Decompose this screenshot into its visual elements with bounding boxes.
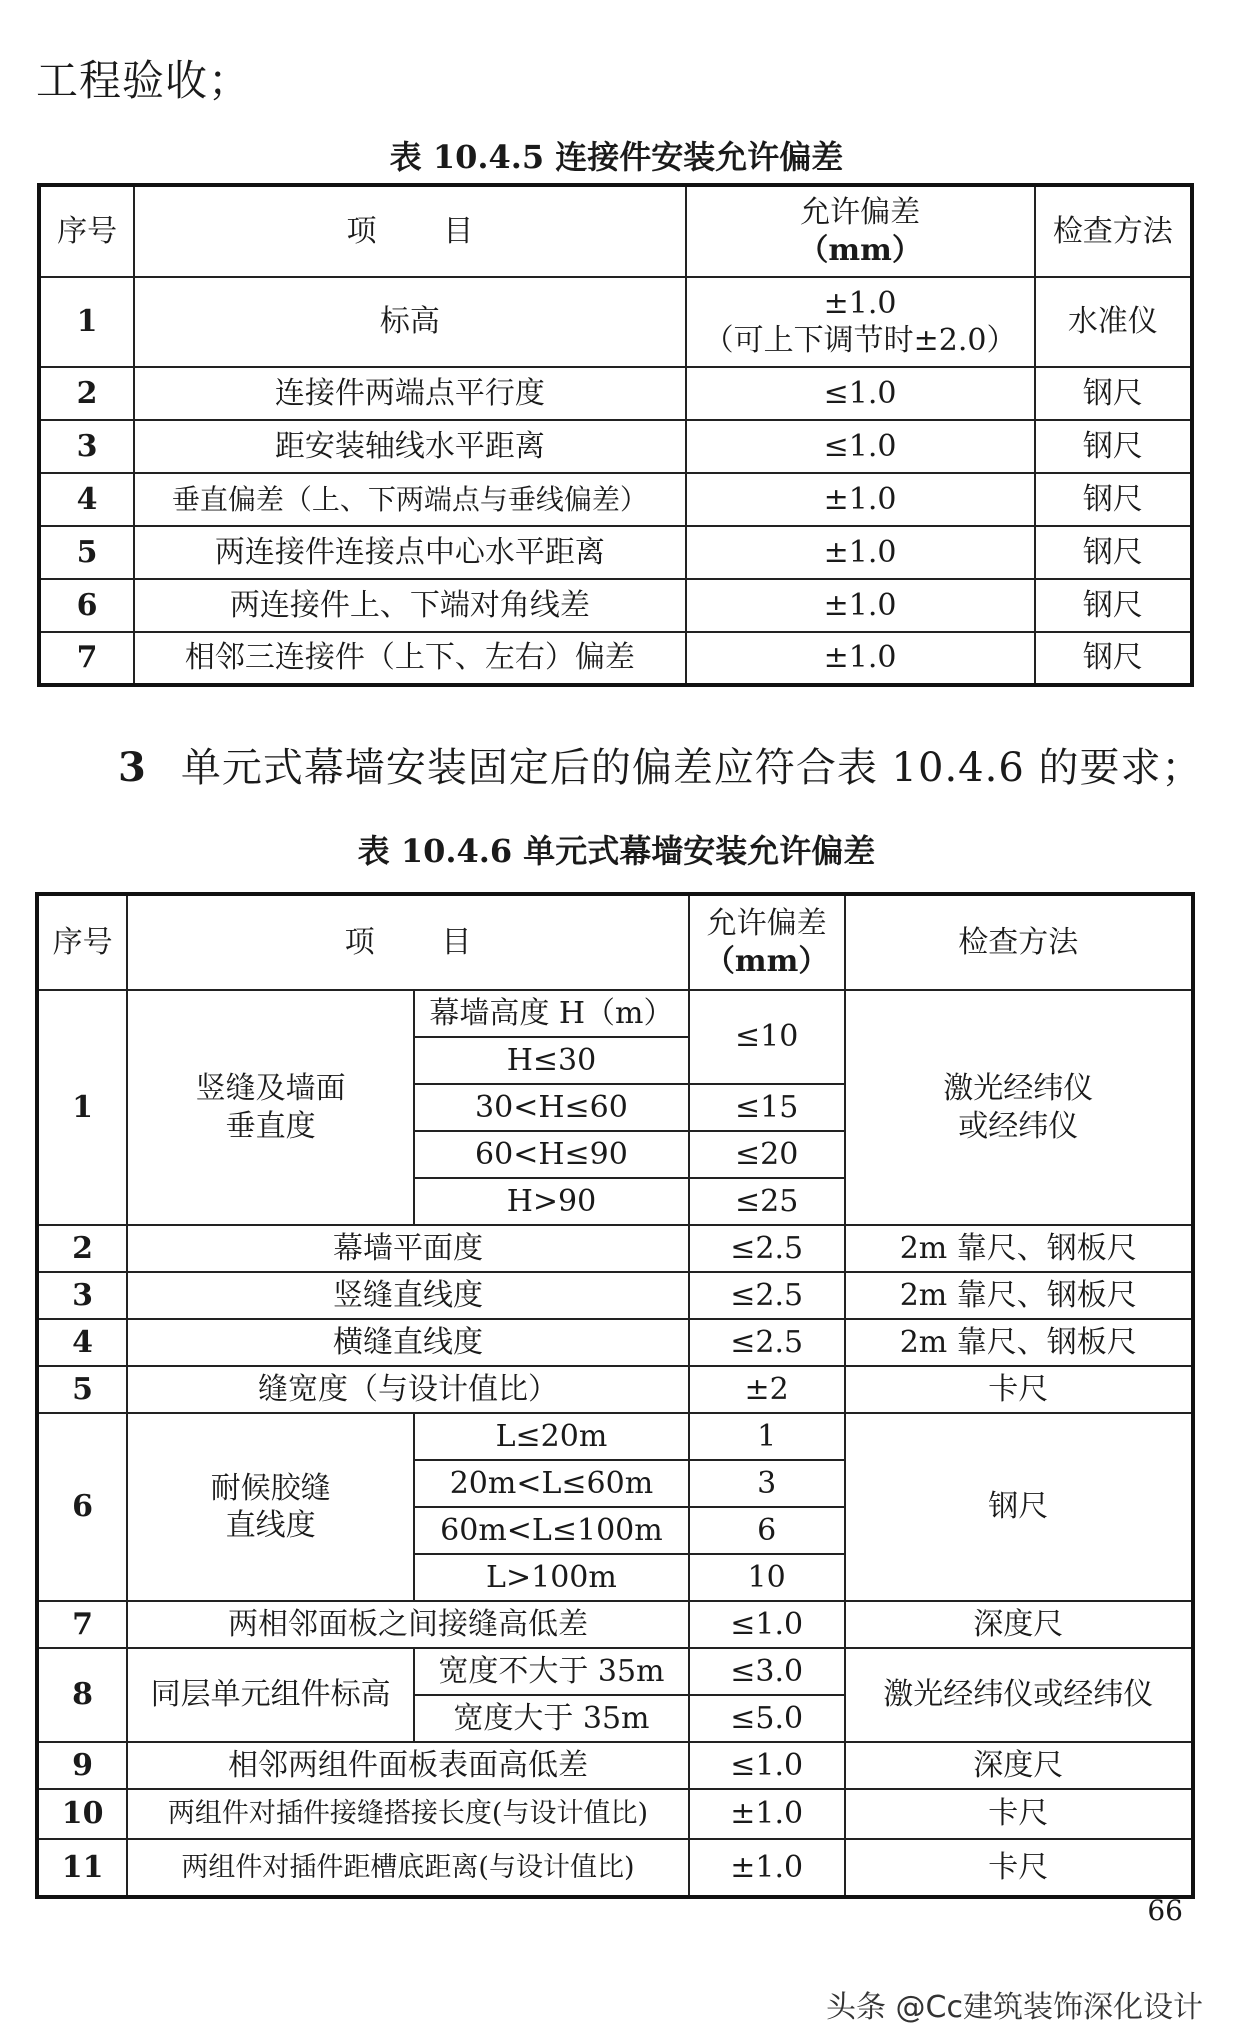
row-method: 2m 靠尺、钢板尺 xyxy=(845,1225,1193,1272)
row-no: 2 xyxy=(39,367,134,420)
row-item: 相邻三连接件（上下、左右）偏差 xyxy=(134,632,685,685)
row-item: 耐候胶缝 直线度 xyxy=(127,1413,414,1601)
table1-title: 表 10.4.5 连接件安装允许偏差 xyxy=(389,138,844,176)
row-tolerance: ≤1.0 xyxy=(689,1601,845,1648)
row-subitem: L≤20m xyxy=(414,1413,689,1460)
row-method: 钢尺 xyxy=(1035,526,1192,579)
row-subitem: 60<H≤90 xyxy=(414,1131,689,1178)
row-method: 钢尺 xyxy=(1035,632,1192,685)
row-method: 卡尺 xyxy=(845,1789,1193,1839)
row-item: 竖缝及墙面 垂直度 xyxy=(127,990,414,1225)
header-tolerance: 允许偏差 （mm） xyxy=(686,185,1035,277)
row-subitem: L>100m xyxy=(414,1554,689,1601)
row-subitem: 幕墙高度 H（m） xyxy=(414,990,689,1037)
row-item: 两组件对插件距槽底距离(与设计值比) xyxy=(127,1839,689,1897)
table-row xyxy=(37,990,1193,1037)
row-method: 钢尺 xyxy=(1035,579,1192,632)
row-no: 3 xyxy=(39,420,134,473)
row-subitem: 60m<L≤100m xyxy=(414,1507,689,1554)
table-row xyxy=(39,473,1192,526)
table-row xyxy=(39,277,1192,367)
row-subitem: H>90 xyxy=(414,1178,689,1225)
row-item: 两组件对插件接缝搭接长度(与设计值比) xyxy=(127,1789,689,1839)
row-tolerance: ≤1.0 xyxy=(689,1742,845,1789)
table-row xyxy=(39,420,1192,473)
row-tolerance: ≤25 xyxy=(689,1178,845,1225)
header-method: 检查方法 xyxy=(1035,185,1192,277)
row-no: 8 xyxy=(37,1648,127,1742)
row-no: 7 xyxy=(37,1601,127,1648)
row-tolerance: 1 xyxy=(689,1413,845,1460)
table-row xyxy=(37,1601,1193,1648)
row-item: 相邻两组件面板表面高低差 xyxy=(127,1742,689,1789)
row-no: 6 xyxy=(39,579,134,632)
row-method: 深度尺 xyxy=(845,1742,1193,1789)
table-row xyxy=(37,1648,1193,1695)
watermark: 头条 @Cc建筑装饰深化设计 xyxy=(826,1990,1203,2025)
row-no: 5 xyxy=(37,1366,127,1413)
row-no: 4 xyxy=(37,1319,127,1366)
row-method: 深度尺 xyxy=(845,1601,1193,1648)
row-item: 连接件两端点平行度 xyxy=(134,367,685,420)
header-method: 检查方法 xyxy=(845,894,1193,990)
row-tolerance: ±1.0 （可上下调节时±2.0） xyxy=(686,277,1035,367)
row-tolerance: ≤2.5 xyxy=(689,1272,845,1319)
row-subitem: H≤30 xyxy=(414,1037,689,1084)
row-no: 1 xyxy=(37,990,127,1225)
row-item: 缝宽度（与设计值比） xyxy=(127,1366,689,1413)
header-tolerance: 允许偏差 （mm） xyxy=(689,894,845,990)
table-row xyxy=(37,1742,1193,1789)
row-tolerance: ±1.0 xyxy=(686,579,1035,632)
row-method: 水准仪 xyxy=(1035,277,1192,367)
row-tolerance: ±1.0 xyxy=(689,1839,845,1897)
row-item: 标高 xyxy=(134,277,685,367)
table-row xyxy=(37,1319,1193,1366)
row-tolerance: ±1.0 xyxy=(686,632,1035,685)
paragraph-number: 3 xyxy=(118,744,147,791)
row-method: 钢尺 xyxy=(845,1413,1193,1601)
row-method: 钢尺 xyxy=(1035,367,1192,420)
page-number: 66 xyxy=(1147,1894,1183,1927)
row-no: 4 xyxy=(39,473,134,526)
table-row xyxy=(37,1366,1193,1413)
row-item: 同层单元组件标高 xyxy=(127,1648,414,1742)
row-subitem: 宽度不大于 35m xyxy=(414,1648,689,1695)
table-header-row xyxy=(39,185,1192,277)
row-no: 10 xyxy=(37,1789,127,1839)
table-10-4-6 xyxy=(35,892,1195,1899)
row-tolerance: ±1.0 xyxy=(686,473,1035,526)
row-subitem: 20m<L≤60m xyxy=(414,1460,689,1507)
row-tolerance: ±1.0 xyxy=(686,526,1035,579)
table-row xyxy=(37,1225,1193,1272)
row-no: 6 xyxy=(37,1413,127,1601)
row-subitem: 30<H≤60 xyxy=(414,1084,689,1131)
row-method: 卡尺 xyxy=(845,1839,1193,1897)
row-method: 2m 靠尺、钢板尺 xyxy=(845,1272,1193,1319)
row-method: 2m 靠尺、钢板尺 xyxy=(845,1319,1193,1366)
row-tolerance: ≤2.5 xyxy=(689,1225,845,1272)
row-no: 11 xyxy=(37,1839,127,1897)
header-no: 序号 xyxy=(39,185,134,277)
row-tolerance: ≤1.0 xyxy=(686,420,1035,473)
header-no: 序号 xyxy=(37,894,127,990)
row-tolerance: ≤3.0 xyxy=(689,1648,845,1695)
row-method: 激光经纬仪或经纬仪 xyxy=(845,1648,1193,1742)
table-row xyxy=(39,632,1192,685)
table-row xyxy=(39,579,1192,632)
table-row xyxy=(39,526,1192,579)
table-row xyxy=(37,1789,1193,1839)
paragraph-3 xyxy=(118,736,1203,793)
row-method: 钢尺 xyxy=(1035,420,1192,473)
row-item: 两连接件上、下端对角线差 xyxy=(134,579,685,632)
row-tolerance: ±2 xyxy=(689,1366,845,1413)
row-no: 1 xyxy=(39,277,134,367)
table-row xyxy=(39,367,1192,420)
row-item: 幕墙平面度 xyxy=(127,1225,689,1272)
header-item: 项 目 xyxy=(134,185,685,277)
table-10-4-5 xyxy=(37,183,1194,687)
table2-title: 表 10.4.6 单元式幕墙安装允许偏差 xyxy=(357,832,876,870)
row-item: 横缝直线度 xyxy=(127,1319,689,1366)
table-row xyxy=(37,1413,1193,1460)
paragraph-text: 单元式幕墙安装固定后的偏差应符合表 10.4.6 的要求； xyxy=(180,745,1203,791)
row-tolerance: ≤1.0 xyxy=(686,367,1035,420)
row-item: 垂直偏差（上、下两端点与垂线偏差） xyxy=(134,473,685,526)
row-tolerance: ≤15 xyxy=(689,1084,845,1131)
table-header-row xyxy=(37,894,1193,990)
row-tolerance: ≤2.5 xyxy=(689,1319,845,1366)
row-tolerance: 6 xyxy=(689,1507,845,1554)
row-item: 距安装轴线水平距离 xyxy=(134,420,685,473)
row-no: 2 xyxy=(37,1225,127,1272)
row-item: 两连接件连接点中心水平距离 xyxy=(134,526,685,579)
row-item: 竖缝直线度 xyxy=(127,1272,689,1319)
row-method: 钢尺 xyxy=(1035,473,1192,526)
row-method: 激光经纬仪 或经纬仪 xyxy=(845,990,1193,1225)
row-no: 7 xyxy=(39,632,134,685)
row-no: 3 xyxy=(37,1272,127,1319)
row-no: 5 xyxy=(39,526,134,579)
row-item: 两相邻面板之间接缝高低差 xyxy=(127,1601,689,1648)
row-tolerance: 10 xyxy=(689,1554,845,1601)
table-row xyxy=(37,1272,1193,1319)
row-tolerance: ≤10 xyxy=(689,990,845,1084)
row-no: 9 xyxy=(37,1742,127,1789)
table-row xyxy=(37,1839,1193,1897)
row-tolerance: ±1.0 xyxy=(689,1789,845,1839)
header-item: 项 目 xyxy=(127,894,689,990)
row-tolerance: 3 xyxy=(689,1460,845,1507)
row-subitem: 宽度大于 35m xyxy=(414,1695,689,1742)
intro-text: 工程验收； xyxy=(36,56,252,105)
row-tolerance: ≤5.0 xyxy=(689,1695,845,1742)
row-method: 卡尺 xyxy=(845,1366,1193,1413)
row-tolerance: ≤20 xyxy=(689,1131,845,1178)
